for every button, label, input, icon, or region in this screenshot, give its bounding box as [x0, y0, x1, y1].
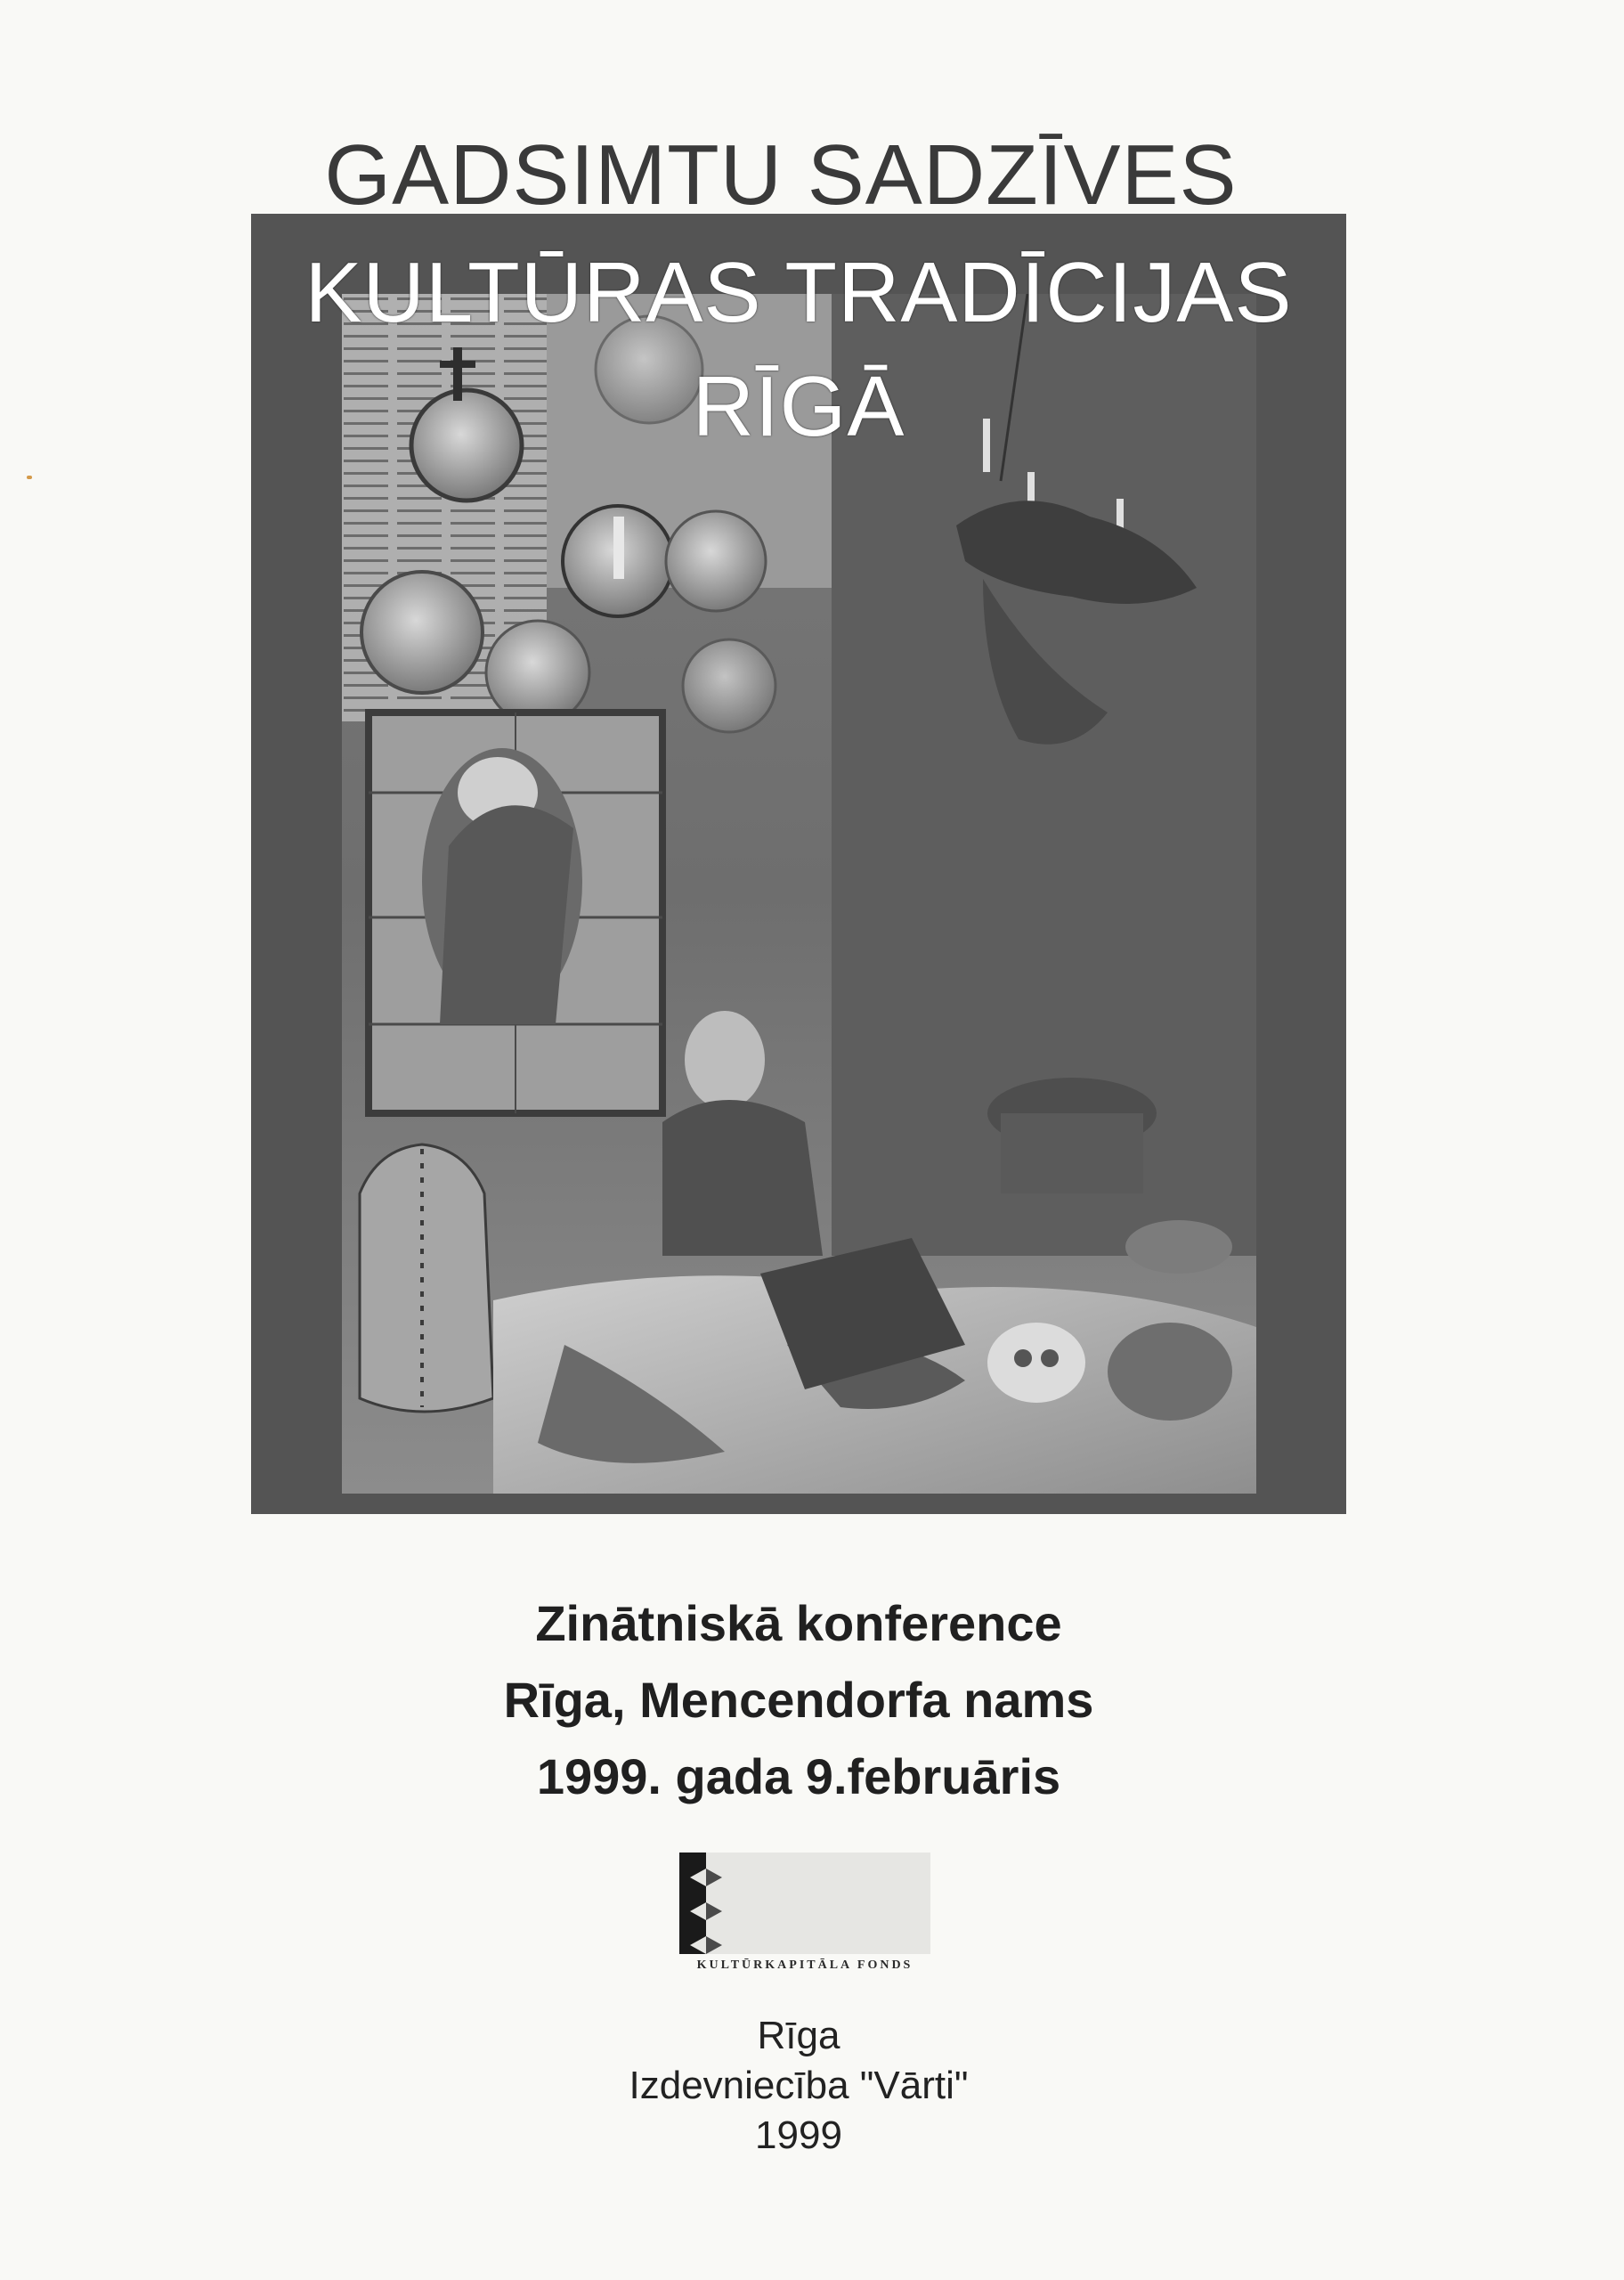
conference-venue: Rīga, Mencendorfa nams — [503, 1672, 1094, 1728]
conference-type: Zinātniskā konference — [535, 1595, 1062, 1651]
title-line-2: KULTŪRAS TRADĪCIJAS — [304, 245, 1293, 340]
conference-info — [251, 1585, 1346, 1815]
publication-year: 1999 — [755, 2113, 842, 2157]
culture-fund-logo — [679, 1852, 930, 1954]
publisher-name: Izdevniecība "Vārti" — [629, 2064, 969, 2107]
book-title — [251, 123, 1346, 460]
title-line-3: RĪGĀ — [692, 359, 905, 454]
imprint — [251, 2011, 1346, 2161]
publisher-city: Rīga — [757, 2014, 840, 2057]
title-line-1: GADSIMTU SADZĪVES — [324, 127, 1238, 223]
conference-date: 1999. gada 9.februāris — [536, 1748, 1061, 1804]
paper-speck — [27, 476, 32, 479]
logo-caption: KULTŪRKAPITĀLA FONDS — [696, 1958, 914, 1972]
cover-collage-image — [342, 294, 1256, 1494]
collage-illustration — [342, 294, 1256, 1494]
